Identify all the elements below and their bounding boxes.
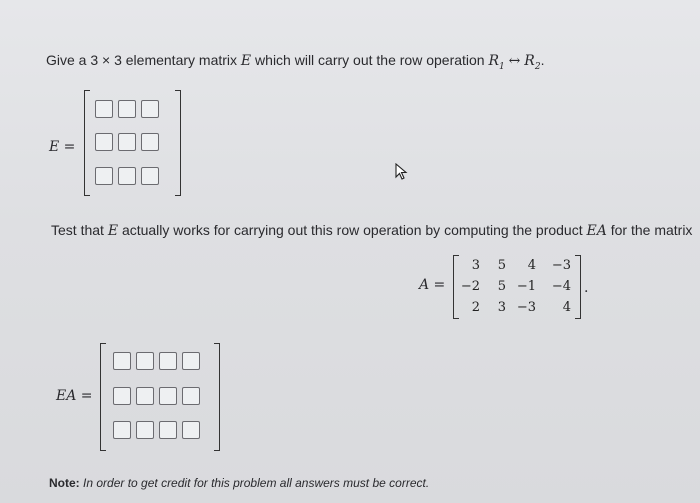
a-cell-1-1: 3: [471, 258, 480, 273]
swap-arrow: ↔: [508, 53, 521, 69]
ea-cell-3-3[interactable]: [159, 421, 177, 439]
ea-cell-1-3[interactable]: [159, 352, 177, 370]
ea-cell-1-2[interactable]: [136, 352, 154, 370]
e-right-bracket: [175, 90, 181, 196]
e-cell-1-3[interactable]: [141, 100, 159, 118]
e-matrix-label: E =: [49, 139, 76, 155]
a-matrix-period: .: [584, 280, 589, 296]
ea-right-bracket: [214, 343, 220, 451]
test-var-ea: EA: [586, 223, 607, 239]
r1-sub: 1: [499, 61, 505, 72]
ea-cell-1-4[interactable]: [182, 352, 200, 370]
e-cell-2-2[interactable]: [118, 133, 136, 151]
question-part-1: Give a 3 × 3 elementary matrix: [46, 52, 238, 68]
a-matrix-label: A =: [419, 277, 446, 293]
question-part-2: which will carry out the row operation: [255, 52, 485, 68]
row-r2: [524, 53, 541, 72]
ea-cell-1-1[interactable]: [113, 352, 131, 370]
a-right-bracket: [575, 255, 581, 319]
e-cell-2-3[interactable]: [141, 133, 159, 151]
a-cell-3-3: −3: [516, 300, 536, 315]
e-cell-2-1[interactable]: [95, 133, 113, 151]
test-part-1: Test that: [51, 222, 104, 238]
ea-left-bracket: [100, 343, 106, 451]
row-r1: [488, 53, 505, 72]
ea-cell-3-2[interactable]: [136, 421, 154, 439]
ea-cell-2-4[interactable]: [182, 387, 200, 405]
ea-cell-2-2[interactable]: [136, 387, 154, 405]
ea-matrix-label: EA =: [56, 388, 93, 404]
a-cell-2-3: −1: [516, 279, 536, 294]
a-cell-2-1: −2: [460, 279, 480, 294]
e-cell-1-2[interactable]: [118, 100, 136, 118]
note: [49, 476, 429, 490]
a-cell-1-2: 5: [497, 258, 506, 273]
a-cell-1-3: 4: [527, 258, 536, 273]
e-left-bracket: [84, 90, 90, 196]
var-e: E: [240, 53, 252, 69]
e-cell-3-1[interactable]: [95, 167, 113, 185]
e-cell-1-1[interactable]: [95, 100, 113, 118]
a-cell-3-1: 2: [471, 300, 480, 315]
a-cell-3-2: 3: [497, 300, 506, 315]
note-text: In order to get credit for this problem all answers must be correct.: [83, 476, 430, 490]
test-part-3: for the matrix: [610, 222, 693, 238]
note-label: Note:: [49, 476, 80, 490]
a-cell-3-4: 4: [562, 300, 571, 315]
test-part-2: actually works for carrying out this row operation by computing the product: [121, 222, 583, 238]
ea-cell-2-1[interactable]: [113, 387, 131, 405]
mouse-cursor-icon: [395, 163, 409, 181]
question-text: [46, 52, 544, 72]
ea-cell-3-4[interactable]: [182, 421, 200, 439]
r1-letter: R: [488, 53, 500, 69]
e-cell-3-2[interactable]: [118, 167, 136, 185]
r2-letter: R: [524, 53, 535, 69]
e-cell-3-3[interactable]: [141, 167, 159, 185]
question-period: .: [540, 52, 545, 68]
r2-sub: 2: [534, 61, 541, 72]
a-cell-1-4: −3: [551, 258, 571, 273]
a-cell-2-2: 5: [497, 279, 506, 294]
ea-cell-2-3[interactable]: [159, 387, 177, 405]
a-cell-2-4: −4: [551, 279, 571, 294]
test-text: [51, 222, 692, 239]
ea-cell-3-1[interactable]: [113, 421, 131, 439]
test-var-e: E: [107, 223, 119, 239]
